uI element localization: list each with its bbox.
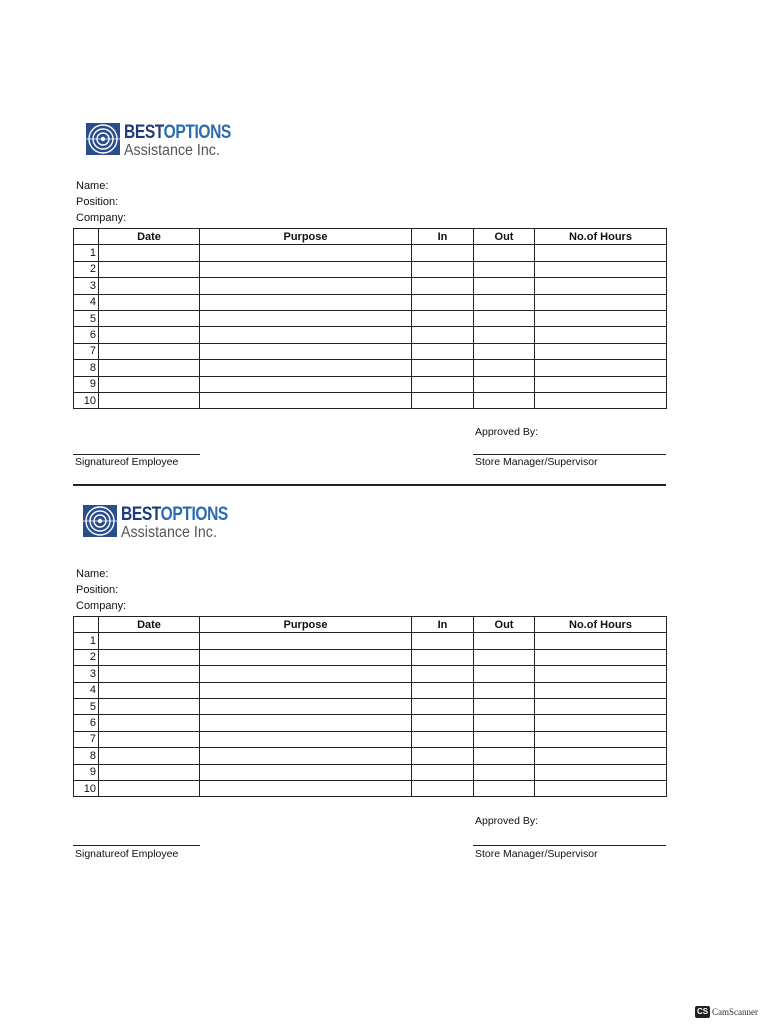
- date-cell[interactable]: [99, 780, 200, 796]
- date-cell[interactable]: [99, 698, 200, 714]
- out-cell[interactable]: [474, 261, 535, 277]
- column-header-hours: No.of Hours: [535, 229, 667, 245]
- date-cell[interactable]: [99, 649, 200, 665]
- table-body: [74, 633, 667, 797]
- manager-signature-label: Store Manager/Supervisor: [475, 848, 598, 860]
- date-cell[interactable]: [99, 294, 200, 310]
- row-number: 7: [74, 343, 99, 359]
- date-cell[interactable]: [99, 278, 200, 294]
- row-number: 10: [74, 780, 99, 796]
- camscanner-watermark: [695, 1006, 758, 1018]
- hours-cell[interactable]: [535, 731, 667, 747]
- in-cell[interactable]: [412, 327, 474, 343]
- manager-signature-line[interactable]: [473, 845, 666, 846]
- hours-cell[interactable]: [535, 343, 667, 359]
- hours-cell[interactable]: [535, 310, 667, 326]
- row-number: 10: [74, 392, 99, 408]
- column-header-number: [74, 229, 99, 245]
- table-row: [74, 748, 667, 764]
- employee-signature-line[interactable]: [73, 454, 200, 455]
- hours-cell[interactable]: [535, 715, 667, 731]
- out-cell[interactable]: [474, 764, 535, 780]
- in-cell[interactable]: [412, 682, 474, 698]
- hours-cell[interactable]: [535, 376, 667, 392]
- column-header-date: Date: [99, 617, 200, 633]
- in-cell[interactable]: [412, 376, 474, 392]
- row-number: 5: [74, 310, 99, 326]
- hours-cell[interactable]: [535, 327, 667, 343]
- table-row: [74, 666, 667, 682]
- in-cell[interactable]: [412, 780, 474, 796]
- out-cell[interactable]: [474, 278, 535, 294]
- out-cell[interactable]: [474, 682, 535, 698]
- table-body: [74, 245, 667, 409]
- in-cell[interactable]: [412, 731, 474, 747]
- table-row: [74, 715, 667, 731]
- column-header-in: In: [412, 229, 474, 245]
- table-row: [74, 633, 667, 649]
- date-cell[interactable]: [99, 343, 200, 359]
- date-cell[interactable]: [99, 633, 200, 649]
- column-header-in: In: [412, 617, 474, 633]
- table-header-row: [74, 617, 667, 633]
- row-number: 6: [74, 715, 99, 731]
- out-cell[interactable]: [474, 698, 535, 714]
- column-header-hours: No.of Hours: [535, 617, 667, 633]
- out-cell[interactable]: [474, 715, 535, 731]
- row-number: 4: [74, 682, 99, 698]
- purpose-cell[interactable]: [200, 780, 412, 796]
- manager-signature-label: Store Manager/Supervisor: [475, 456, 598, 468]
- form-divider: [73, 484, 666, 486]
- approved-by-label: Approved By:: [475, 426, 539, 438]
- out-cell[interactable]: [474, 360, 535, 376]
- in-cell[interactable]: [412, 748, 474, 764]
- hours-cell[interactable]: [535, 278, 667, 294]
- in-cell[interactable]: [412, 649, 474, 665]
- hours-cell[interactable]: [535, 245, 667, 261]
- out-cell[interactable]: [474, 245, 535, 261]
- date-cell[interactable]: [99, 261, 200, 277]
- date-cell[interactable]: [99, 245, 200, 261]
- hours-cell[interactable]: [535, 682, 667, 698]
- out-cell[interactable]: [474, 748, 535, 764]
- purpose-cell[interactable]: [200, 633, 412, 649]
- table-header-row: [74, 229, 667, 245]
- row-number: 3: [74, 278, 99, 294]
- purpose-cell[interactable]: [200, 748, 412, 764]
- row-number: 3: [74, 666, 99, 682]
- row-number: 4: [74, 294, 99, 310]
- in-cell[interactable]: [412, 343, 474, 359]
- table-row: [74, 278, 667, 294]
- date-cell[interactable]: [99, 360, 200, 376]
- timesheet-table: [73, 228, 667, 409]
- table-row: [74, 764, 667, 780]
- row-number: 9: [74, 376, 99, 392]
- hours-cell[interactable]: [535, 748, 667, 764]
- hours-cell[interactable]: [535, 360, 667, 376]
- logo-brand: BESTOPTIONS: [121, 504, 228, 525]
- purpose-cell[interactable]: [200, 310, 412, 326]
- table-row: [74, 780, 667, 796]
- row-number: 5: [74, 698, 99, 714]
- row-number: 9: [74, 764, 99, 780]
- employee-signature-line[interactable]: [73, 845, 200, 846]
- logo-subtitle: Assistance Inc.: [121, 524, 217, 541]
- date-cell[interactable]: [99, 764, 200, 780]
- logo-text: [121, 505, 251, 541]
- logo-text: [124, 123, 254, 159]
- position-label: Position:: [76, 196, 119, 208]
- hours-cell[interactable]: [535, 633, 667, 649]
- purpose-cell[interactable]: [200, 245, 412, 261]
- in-cell[interactable]: [412, 294, 474, 310]
- table-row: [74, 698, 667, 714]
- hours-cell[interactable]: [535, 649, 667, 665]
- date-cell[interactable]: [99, 682, 200, 698]
- purpose-cell[interactable]: [200, 327, 412, 343]
- row-number: 1: [74, 633, 99, 649]
- date-cell[interactable]: [99, 748, 200, 764]
- row-number: 6: [74, 327, 99, 343]
- in-cell[interactable]: [412, 278, 474, 294]
- date-cell[interactable]: [99, 666, 200, 682]
- column-header-purpose: Purpose: [200, 617, 412, 633]
- in-cell[interactable]: [412, 633, 474, 649]
- hours-cell[interactable]: [535, 666, 667, 682]
- company-logo: [86, 123, 254, 159]
- date-cell[interactable]: [99, 392, 200, 408]
- hours-cell[interactable]: [535, 780, 667, 796]
- employee-signature-label: Signatureof Employee: [75, 848, 179, 860]
- out-cell[interactable]: [474, 327, 535, 343]
- timesheet-table: [73, 616, 667, 797]
- in-cell[interactable]: [412, 392, 474, 408]
- column-header-number: [74, 617, 99, 633]
- column-header-out: Out: [474, 617, 535, 633]
- company-logo: [83, 505, 251, 541]
- manager-signature-line[interactable]: [473, 454, 666, 455]
- purpose-cell[interactable]: [200, 376, 412, 392]
- name-label: Name:: [76, 568, 109, 580]
- out-cell[interactable]: [474, 392, 535, 408]
- row-number: 8: [74, 360, 99, 376]
- table-row: [74, 294, 667, 310]
- position-label: Position:: [76, 584, 119, 596]
- company-label: Company:: [76, 600, 127, 612]
- in-cell[interactable]: [412, 715, 474, 731]
- purpose-cell[interactable]: [200, 682, 412, 698]
- purpose-cell[interactable]: [200, 698, 412, 714]
- hours-cell[interactable]: [535, 261, 667, 277]
- out-cell[interactable]: [474, 294, 535, 310]
- table-row: [74, 376, 667, 392]
- purpose-cell[interactable]: [200, 261, 412, 277]
- in-cell[interactable]: [412, 310, 474, 326]
- in-cell[interactable]: [412, 261, 474, 277]
- out-cell[interactable]: [474, 633, 535, 649]
- date-cell[interactable]: [99, 327, 200, 343]
- out-cell[interactable]: [474, 376, 535, 392]
- table-row: [74, 360, 667, 376]
- row-number: 7: [74, 731, 99, 747]
- date-cell[interactable]: [99, 376, 200, 392]
- row-number: 2: [74, 649, 99, 665]
- column-header-date: Date: [99, 229, 200, 245]
- in-cell[interactable]: [412, 245, 474, 261]
- purpose-cell[interactable]: [200, 715, 412, 731]
- out-cell[interactable]: [474, 649, 535, 665]
- table-row: [74, 649, 667, 665]
- purpose-cell[interactable]: [200, 731, 412, 747]
- purpose-cell[interactable]: [200, 360, 412, 376]
- in-cell[interactable]: [412, 360, 474, 376]
- out-cell[interactable]: [474, 780, 535, 796]
- approved-by-label: Approved By:: [475, 815, 539, 827]
- purpose-cell[interactable]: [200, 764, 412, 780]
- purpose-cell[interactable]: [200, 649, 412, 665]
- hours-cell[interactable]: [535, 392, 667, 408]
- in-cell[interactable]: [412, 764, 474, 780]
- row-number: 1: [74, 245, 99, 261]
- table-row: [74, 327, 667, 343]
- out-cell[interactable]: [474, 666, 535, 682]
- date-cell[interactable]: [99, 310, 200, 326]
- in-cell[interactable]: [412, 666, 474, 682]
- target-logo-icon: [83, 505, 117, 537]
- table-row: [74, 731, 667, 747]
- table-row: [74, 261, 667, 277]
- logo-brand: BESTOPTIONS: [124, 122, 231, 143]
- date-cell[interactable]: [99, 731, 200, 747]
- name-label: Name:: [76, 180, 109, 192]
- purpose-cell[interactable]: [200, 278, 412, 294]
- row-number: 8: [74, 748, 99, 764]
- employee-signature-label: Signatureof Employee: [75, 456, 179, 468]
- hours-cell[interactable]: [535, 698, 667, 714]
- out-cell[interactable]: [474, 310, 535, 326]
- target-logo-icon: [86, 123, 120, 155]
- out-cell[interactable]: [474, 731, 535, 747]
- table-row: [74, 343, 667, 359]
- date-cell[interactable]: [99, 715, 200, 731]
- purpose-cell[interactable]: [200, 392, 412, 408]
- table-row: [74, 392, 667, 408]
- purpose-cell[interactable]: [200, 294, 412, 310]
- purpose-cell[interactable]: [200, 666, 412, 682]
- row-number: 2: [74, 261, 99, 277]
- purpose-cell[interactable]: [200, 343, 412, 359]
- column-header-out: Out: [474, 229, 535, 245]
- table-row: [74, 310, 667, 326]
- hours-cell[interactable]: [535, 294, 667, 310]
- column-header-purpose: Purpose: [200, 229, 412, 245]
- hours-cell[interactable]: [535, 764, 667, 780]
- logo-subtitle: Assistance Inc.: [124, 142, 220, 159]
- company-label: Company:: [76, 212, 127, 224]
- in-cell[interactable]: [412, 698, 474, 714]
- camscanner-text: CamScanner: [712, 1007, 758, 1017]
- out-cell[interactable]: [474, 343, 535, 359]
- camscanner-icon: CS: [696, 1007, 709, 1016]
- table-row: [74, 682, 667, 698]
- table-row: [74, 245, 667, 261]
